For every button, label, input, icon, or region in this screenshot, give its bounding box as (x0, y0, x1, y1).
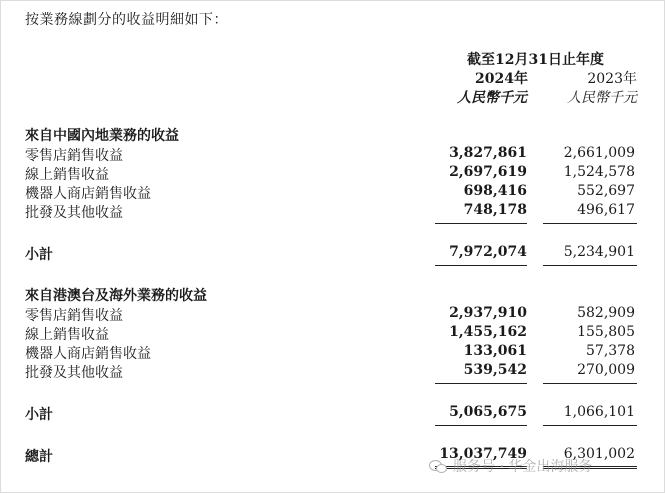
mainland-row-2024: 2,697,619 (449, 164, 527, 180)
overseas-subtotal-rule-2023 (543, 383, 637, 384)
mainland-row-2023: 496,617 (577, 202, 635, 218)
overseas-subtotal-label: 小計 (25, 407, 53, 423)
mainland-subtotal-bottom-rule-2024 (435, 265, 527, 266)
mainland-row-label: 零售店銷售收益 (25, 148, 123, 164)
period-header: 截至12月31日止年度 (467, 52, 604, 68)
overseas-row-2024: 539,542 (463, 362, 527, 378)
total-2024: 13,037,749 (439, 446, 527, 462)
overseas-row-label: 線上銷售收益 (25, 327, 109, 343)
mainland-row-2023: 2,661,009 (563, 145, 635, 161)
unit-2024-header: 人民幣千元 (457, 90, 527, 106)
intro-text: 按業務線劃分的收益明細如下： (25, 12, 228, 28)
mainland-row-label: 機器人商店銷售收益 (25, 186, 151, 202)
mainland-section-title: 來自中國內地業務的收益 (25, 128, 179, 144)
mainland-row-2024: 698,416 (463, 183, 527, 199)
overseas-subtotal-rule-2024 (435, 383, 527, 384)
overseas-subtotal-bottom-rule-2024 (435, 425, 527, 426)
overseas-row-2023: 582,909 (577, 305, 635, 321)
overseas-section-title: 來自港澳台及海外業務的收益 (25, 288, 207, 304)
year-2023-header: 2023年 (587, 71, 637, 87)
mainland-subtotal-label: 小計 (25, 247, 53, 263)
mainland-subtotal-2023: 5,234,901 (563, 244, 635, 260)
overseas-row-2024: 2,937,910 (449, 305, 527, 321)
overseas-row-label: 機器人商店銷售收益 (25, 346, 151, 362)
unit-2023-header: 人民幣千元 (567, 90, 637, 106)
mainland-subtotal-rule-2024 (435, 223, 527, 224)
total-2023: 6,301,002 (563, 446, 635, 462)
overseas-row-label: 零售店銷售收益 (25, 308, 123, 324)
overseas-row-label: 批發及其他收益 (25, 365, 123, 381)
mainland-subtotal-2024: 7,972,074 (449, 244, 527, 260)
overseas-row-2023: 57,378 (586, 343, 635, 359)
overseas-row-2024: 133,061 (463, 343, 527, 359)
mainland-row-2024: 748,178 (463, 202, 527, 218)
overseas-row-2023: 155,805 (577, 324, 635, 340)
mainland-row-2024: 3,827,861 (449, 145, 527, 161)
mainland-subtotal-bottom-rule-2023 (543, 265, 637, 266)
total-label: 總計 (25, 449, 53, 465)
mainland-row-label: 批發及其他收益 (25, 205, 123, 221)
mainland-subtotal-rule-2023 (543, 223, 637, 224)
wechat-icon (429, 459, 447, 473)
mainland-row-label: 線上銷售收益 (25, 167, 109, 183)
watermark-text: 服务号 · 华金出海服务 (453, 459, 593, 475)
overseas-subtotal-2023: 1,066,101 (563, 404, 635, 420)
year-2024-header: 2024年 (475, 71, 528, 87)
watermark (429, 456, 592, 476)
mainland-row-2023: 1,524,578 (563, 164, 635, 180)
overseas-subtotal-2024: 5,065,675 (449, 404, 527, 420)
overseas-row-2023: 270,009 (577, 362, 635, 378)
overseas-row-2024: 1,455,162 (449, 324, 527, 340)
mainland-row-2023: 552,697 (577, 183, 635, 199)
overseas-subtotal-bottom-rule-2023 (543, 425, 637, 426)
